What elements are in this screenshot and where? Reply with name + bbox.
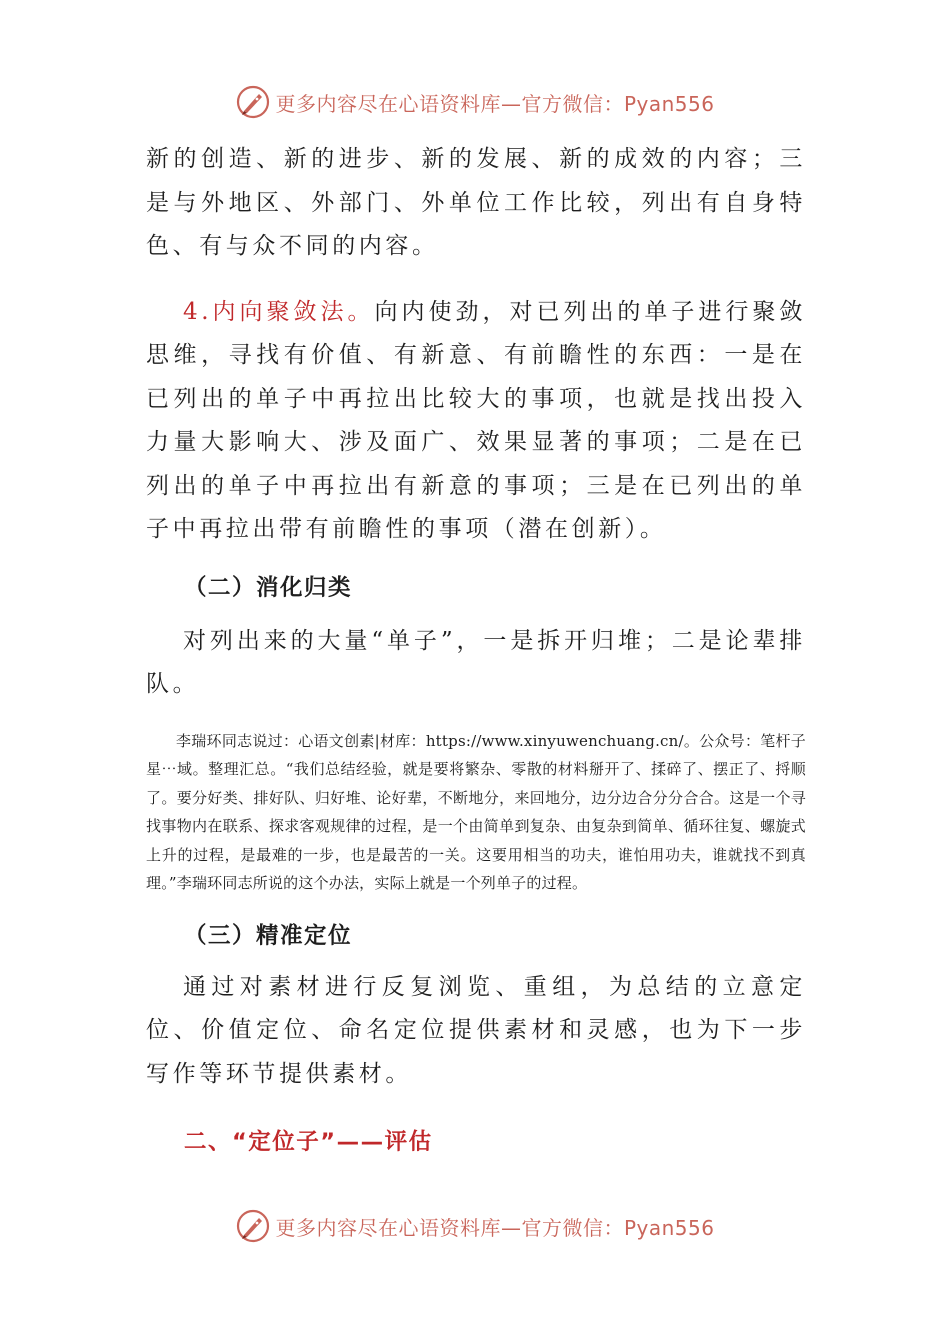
subheading-positioning: （三）精准定位 — [184, 922, 353, 949]
method-description: 向内使劲，对已列出的单子进行聚敛思维，寻找有价值、有新意、有前瞻性的东西：一是在已列出的单子中再拉出比较大的事项，也就是找出投入力量大影响大、涉及面广、效果显著的事项；二是在已列出的单子中再拉出有新意的事项；三是在已列出的单子中再拉出带有前瞻性的事项（潜在创新）。 — [146, 298, 806, 542]
banner-text: 更多内容尽在心语资料库—官方微信：Pyan556 — [275, 1215, 715, 1240]
footer-banner — [0, 1206, 950, 1246]
subheading-digest: （二）消化归类 — [184, 574, 353, 601]
pen-circle-logo-icon — [235, 1208, 271, 1244]
section-heading-evaluate: 二、“定位子”——评估 — [184, 1129, 433, 1155]
document-body — [146, 138, 806, 1162]
paragraph-positioning: 通过对素材进行反复浏览、重组，为总结的立意定位、价值定位、命名定位提供素材和灵感，也为下一步写作等环节提供素材。 — [146, 973, 806, 1087]
method-title: 4.内向聚敛法。 — [183, 298, 375, 325]
header-banner — [0, 82, 950, 122]
paragraph-digest: 对列出来的大量“单子”，一是拆开归堆；二是论辈排队。 — [146, 627, 806, 697]
paragraph-inward-convergence — [146, 291, 806, 552]
pen-circle-logo-icon — [235, 84, 271, 120]
paragraph-continuation: 新的创造、新的进步、新的发展、新的成效的内容；三是与外地区、外部门、外单位工作比较，列出有自身特色、有与众不同的内容。 — [146, 146, 806, 259]
banner-text: 更多内容尽在心语资料库—官方微信：Pyan556 — [275, 91, 715, 116]
quote-paragraph: 李瑞环同志说过：心语文创素|材库：https://www.xinyuwenchuang.cn/。公众号：笔杆子星⋯域。整理汇总。“我们总结经验，就是要将繁杂、零散的材料掰开了、揉碎了、摆正了、捋顺了。要分好类、排好队、归好堆、论好辈，不断地分，来回地分，边分边合分分合合。这是一个寻找事物内在联系、探求客观规律的过程，是一个由简单到复杂、由复杂到简单、循环往复、螺旋式上升的过程，是最难的一步，也是最苦的一关。这要用相当的功夫，谁怕用功夫，谁就找不到真理。”李瑞环同志所说的这个办法，实际上就是一个列单子的过程。 — [146, 731, 806, 892]
